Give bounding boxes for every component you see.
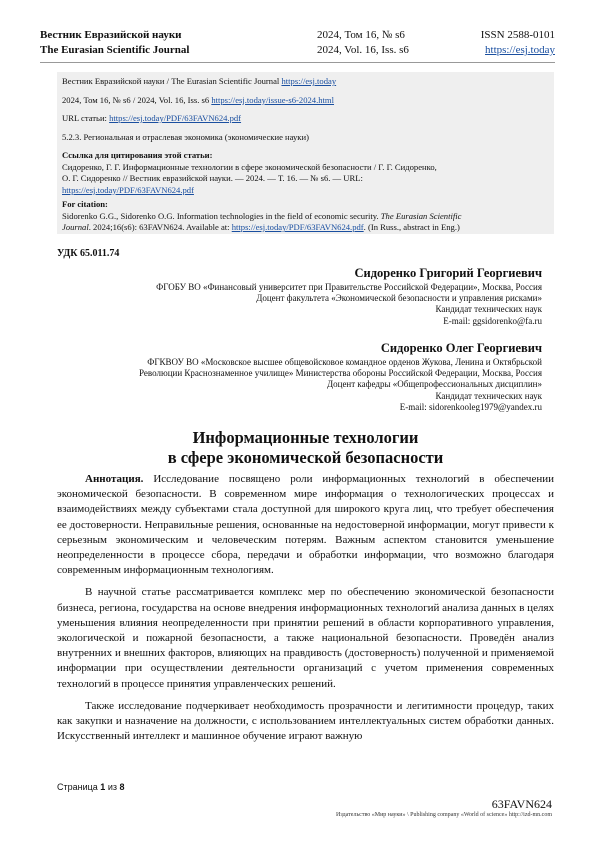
info-specialty-line: 5.2.3. Региональная и отраслевая экономика (экономические науки) (62, 131, 309, 142)
info-url-line: URL статьи: https://esj.today/PDF/63FAVN624.pdf (62, 113, 242, 123)
article-body (57, 472, 554, 751)
author-degree: Кандидат технических наук (435, 390, 542, 401)
citation-ru-link[interactable]: https://esj.today/PDF/63FAVN624.pdf (62, 184, 194, 195)
citation-en: For citation: Sidorenko G.G., Sidorenko O.G. Information technologies in the field of economic security. The Eurasian Scientific Journal. 2024;16(s6): 63FAVN624. Available at: https://esj.today/PDF/63FAVN624.pdf. (In Russ., abstract in Eng.) (62, 199, 462, 232)
body-paragraph: Также исследование подчеркивает необходимость прозрачности и легитимности процедур, таких как закупки и назначение на должности, с использованием интеллектуальных систем обработки данных. Искусственный интеллект и машинное обучение играют важную (57, 699, 554, 743)
author-position: Доцент кафедры «Общепрофессиональных дисциплин» (326, 379, 542, 390)
article-url-link[interactable]: https://esj.today/PDF/63FAVN624.pdf (109, 113, 242, 123)
journal-link[interactable]: https://esj.today (281, 76, 337, 86)
author-position: Доцент факультета «Экономической безопасности и управления рисками» (256, 293, 542, 304)
header-divider (40, 62, 555, 63)
publisher-footer: Издательство «Мир науки» \ Publishing company «World of science» http://izd-mn.com (336, 812, 552, 818)
journal-site-link[interactable]: https://esj.today (485, 44, 555, 56)
citation-en-label: For citation: (62, 199, 108, 209)
body-paragraph: В научной статье рассматривается комплекс мер по обеспечению экономической безопасности бизнеса, региона, государства на основе внедрения информационных технологий анализа данных в целях уменьшения влияния неопределенности при принятии решений в области корпоративного управления, экологической и пожарной безопасности, а также национальной безопасности. Проведён анализ внутренних и внешних факторов, влияющих на правдивость (достоверность) полученной и применяемой информации при осуществлении деятельности организаций с учетом применения современных технологий в процессе принятия управленческих решений. (57, 586, 554, 690)
article-code: 63FAVN624 (491, 797, 552, 811)
info-issue-line: 2024, Том 16, № s6 / 2024, Vol. 16, Iss. s6 https://esj.today/issue-s6-2024.html (62, 94, 335, 105)
author-block-1 (156, 265, 542, 327)
journal-title-ru: Вестник Евразийской науки (40, 29, 182, 41)
author-affiliation: Революции Краснознаменное училище» Министерства обороны Российской Федерации, Москва, Россия (139, 368, 542, 379)
abstract-label: Аннотация. (85, 473, 144, 485)
issue-link[interactable]: https://esj.today/issue-s6-2024.html (211, 94, 335, 105)
journal-header (40, 28, 555, 58)
info-journal-line: Вестник Евразийской науки / The Eurasian Scientific Journal https://esj.today (62, 76, 337, 86)
abstract-paragraph: Аннотация. Исследование посвящено роли информационных технологий в обеспечении экономической безопасности. В современном мире информация о технологических процессах и взаимодействиях между субъектами стала доступной для широкого круга лиц, что требует обеспечения ее достоверности. Неправильные решения, основанные на недостоверной информации, могут привести к серьезным экономическим и человеческим потерям. Важным аспектом становится уменьшение неопределенности в процессе сбора, передачи и обработки информации, что возможно благодаря современным информационным технологиям. (57, 473, 554, 577)
issue-ru: 2024, Том 16, № s6 (317, 29, 405, 41)
author-email: E-mail: ggsidorenko@fa.ru (443, 315, 542, 326)
author-name: Сидоренко Григорий Георгиевич (354, 266, 542, 280)
author-affiliation: ФГОБУ ВО «Финансовый университет при Правительстве Российской Федерации», Москва, Россия (156, 282, 542, 292)
issn: ISSN 2588-0101 (480, 29, 555, 41)
author-name: Сидоренко Олег Георгиевич (380, 341, 542, 355)
journal-title-en: The Eurasian Scientific Journal (40, 44, 190, 56)
author-affiliation: ФГКВОУ ВО «Московское высшее общевойсковое командное орденов Жукова, Ленина и Октябрьской (147, 357, 542, 367)
issue-en: 2024, Vol. 16, Iss. s6 (317, 44, 409, 56)
author-email: E-mail: sidorenkooleg1979@yandex.ru (399, 401, 542, 412)
udk-code: УДК 65.011.74 (57, 248, 120, 259)
citation-ru-label: Ссылка для цитирования этой статьи: (62, 150, 213, 160)
citation-en-link[interactable]: https://esj.today/PDF/63FAVN624.pdf (231, 222, 364, 232)
article-info-box (57, 72, 554, 234)
page-number: Страница 1 из 8 (57, 782, 125, 792)
author-block-2 (139, 340, 542, 413)
article-title: Информационные технологии в сфере экономической безопасности (167, 428, 444, 467)
author-degree: Кандидат технических наук (435, 304, 542, 315)
citation-ru: Ссылка для цитирования этой статьи: Сидоренко, Г. Г. Информационные технологии в сфере экономической безопасности / Г. Г. Сидоренко, О. Г. Сидоренко // Вестник евразийской науки. — 2024. — Т. 16. — № s6. — URL: https://esj.today/PDF/63FAVN624.pdf (62, 150, 437, 195)
